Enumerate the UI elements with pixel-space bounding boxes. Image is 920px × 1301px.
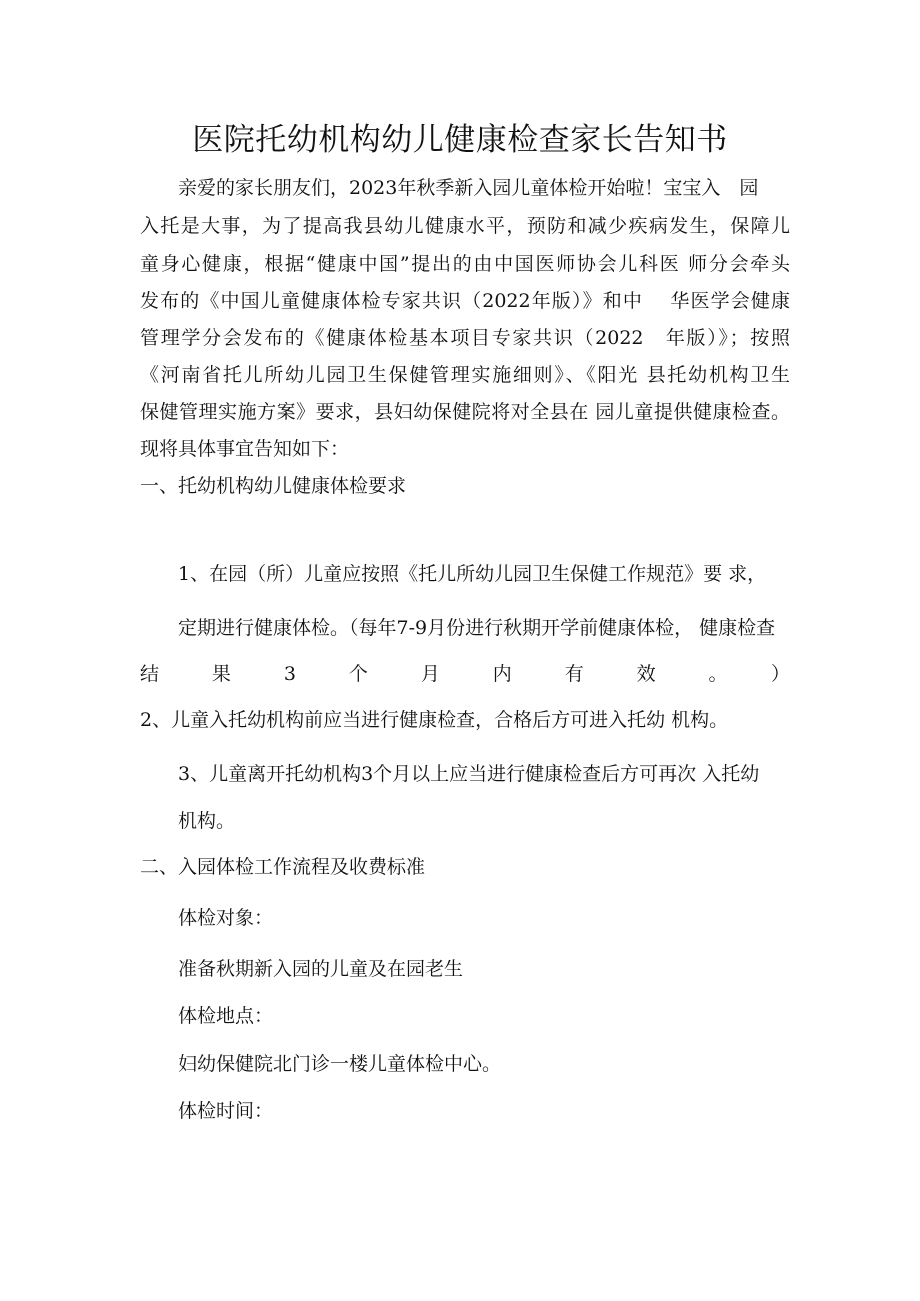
paragraph-line: 保健管理实施方案》要求，县妇幼保健院将对全县在 园儿童提供健康检查。 [140,401,790,423]
paragraph-line: 现将具体事宜告知如下： [140,438,350,460]
paragraph-line: 管理学分会发布的《健康体检基本项目专家共识（2022 年版）》；按照 [140,327,790,349]
paragraph-line: 2、儿童入托幼机构前应当进行健康检查，合格后方可进入托幼 机构。 [140,709,729,731]
paragraph-line: 二、入园体检工作流程及收费标准 [140,856,426,878]
paragraph-line: 发布的《中国儿童健康体检专家共识（2022年版）》和中 华医学会健康 [140,290,790,312]
paragraph-line: 定期进行健康体检。（每年7-9月份进行秋期开学前健康体检， 健康检查 [178,617,776,639]
paragraph-line: 体检地点： [178,1005,274,1027]
paragraph-line: 童身心健康，根据“健康中国”提出的由中国医师协会儿科医 师分会牵头 [140,253,790,275]
label-line: 准备秋期新入园的儿童及在园老生 [178,958,464,980]
section-heading: 1、在园（所）儿童应按照《托儿所幼儿园卫生保健工作规范》要 求， [178,563,767,585]
paragraph-line: 体检时间： [178,1100,274,1122]
label-line: 妇幼保健院北门诊一楼儿童体检中心。 [178,1053,502,1075]
document-title: 医院托幼机构幼儿健康检查家长告知书 [192,122,728,158]
paragraph-line: 机构。 [178,810,236,832]
paragraph-line: 结果3个月内有效。） [140,663,790,685]
section-heading: 体检对象： [178,907,274,929]
paragraph-line: 亲爱的家长朋友们，2023年秋季新入园儿童体检开始啦！宝宝入 园 [178,177,759,199]
paragraph-line: 入托是大事，为了提高我县幼儿健康水平，预防和减少疾病发生，保障儿 [140,215,790,237]
paragraph-line: 3、儿童离开托幼机构3个月以上应当进行健康检查后方可再次 入托幼 [178,763,760,785]
paragraph-line: 一、托幼机构幼儿健康体检要求 [140,475,407,497]
paragraph-line: 《河南省托儿所幼儿园卫生保健管理实施细则》、《阳光 县托幼机构卫生 [140,364,790,386]
